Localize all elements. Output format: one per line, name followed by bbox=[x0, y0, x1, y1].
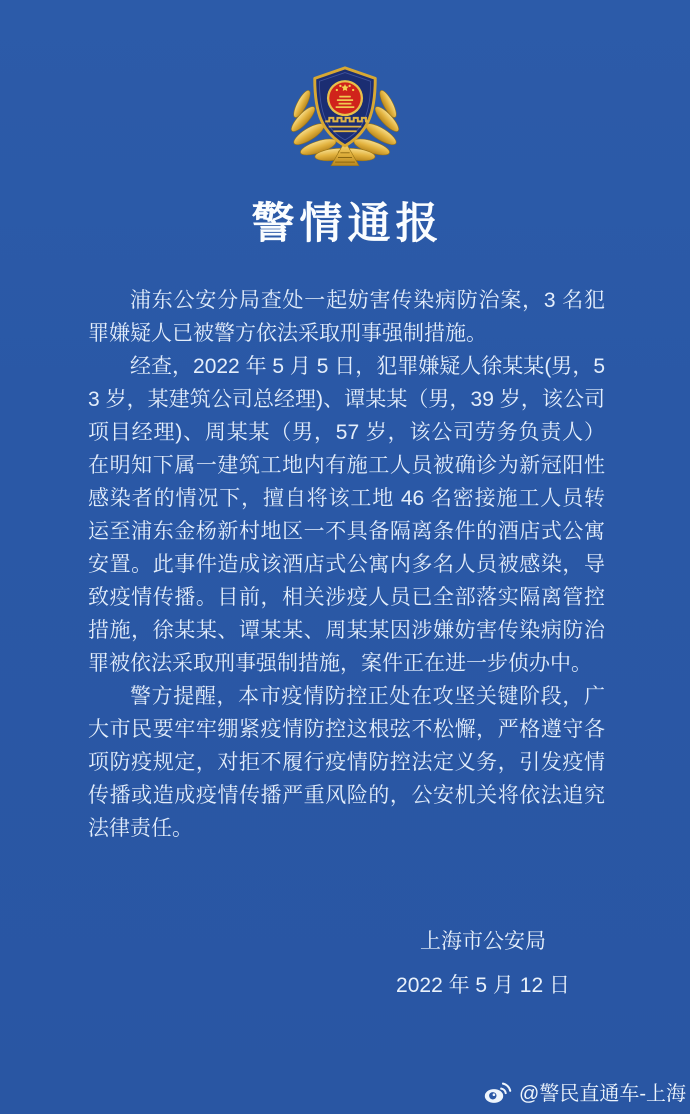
issuer-name: 上海市公安局 bbox=[420, 930, 546, 953]
notice-title: 警情通报 bbox=[251, 200, 444, 248]
police-badge-icon bbox=[281, 54, 409, 176]
notice-body bbox=[88, 284, 605, 845]
signature-block bbox=[378, 920, 588, 1008]
watermark bbox=[484, 1077, 686, 1106]
notice-paragraph-2: 经查，2022 年 5 月 5 日，犯罪嫌疑人徐某某(男，53 岁，某建筑公司总经理)、谭某某（男，39 岁，该公司项目经理)、周某某（男，57 岁，该公司劳务负责人）在明知下属一建筑工地内有施工人员被确诊为新冠阳性感染者的情况下，擅自将该工地 46 名密接施工人员转运至浦东金杨新村地区一不具备隔离条件的酒店式公寓安置。此事件造成该酒店式公寓内多名人员被感染，导致疫情传播。目前，相关涉疫人员已全部落实隔离管控措施，徐某某、谭某某、周某某因涉嫌妨害传染病防治罪被依法采取刑事强制措施，案件正在进一步侦办中。 bbox=[88, 355, 605, 675]
watermark-text: @警民直通车-上海 bbox=[519, 1083, 686, 1105]
police-badge-emblem bbox=[281, 54, 409, 176]
notice-paragraph-3: 警方提醒，本市疫情防控正处在攻坚关键阶段，广大市民要牢牢绷紧疫情防控这根弦不松懈，严格遵守各项防疫规定，对拒不履行疫情防控法定义务，引发疫情传播或造成疫情传播严重风险的，公安机关将依法追究法律责任。 bbox=[88, 685, 605, 840]
weibo-icon bbox=[484, 1080, 512, 1104]
notice-paragraph-1: 浦东公安分局查处一起妨害传染病防治案，3 名犯罪嫌疑人已被警方依法采取刑事强制措施。 bbox=[88, 289, 605, 345]
issue-date: 2022 年 5 月 12 日 bbox=[396, 974, 570, 997]
